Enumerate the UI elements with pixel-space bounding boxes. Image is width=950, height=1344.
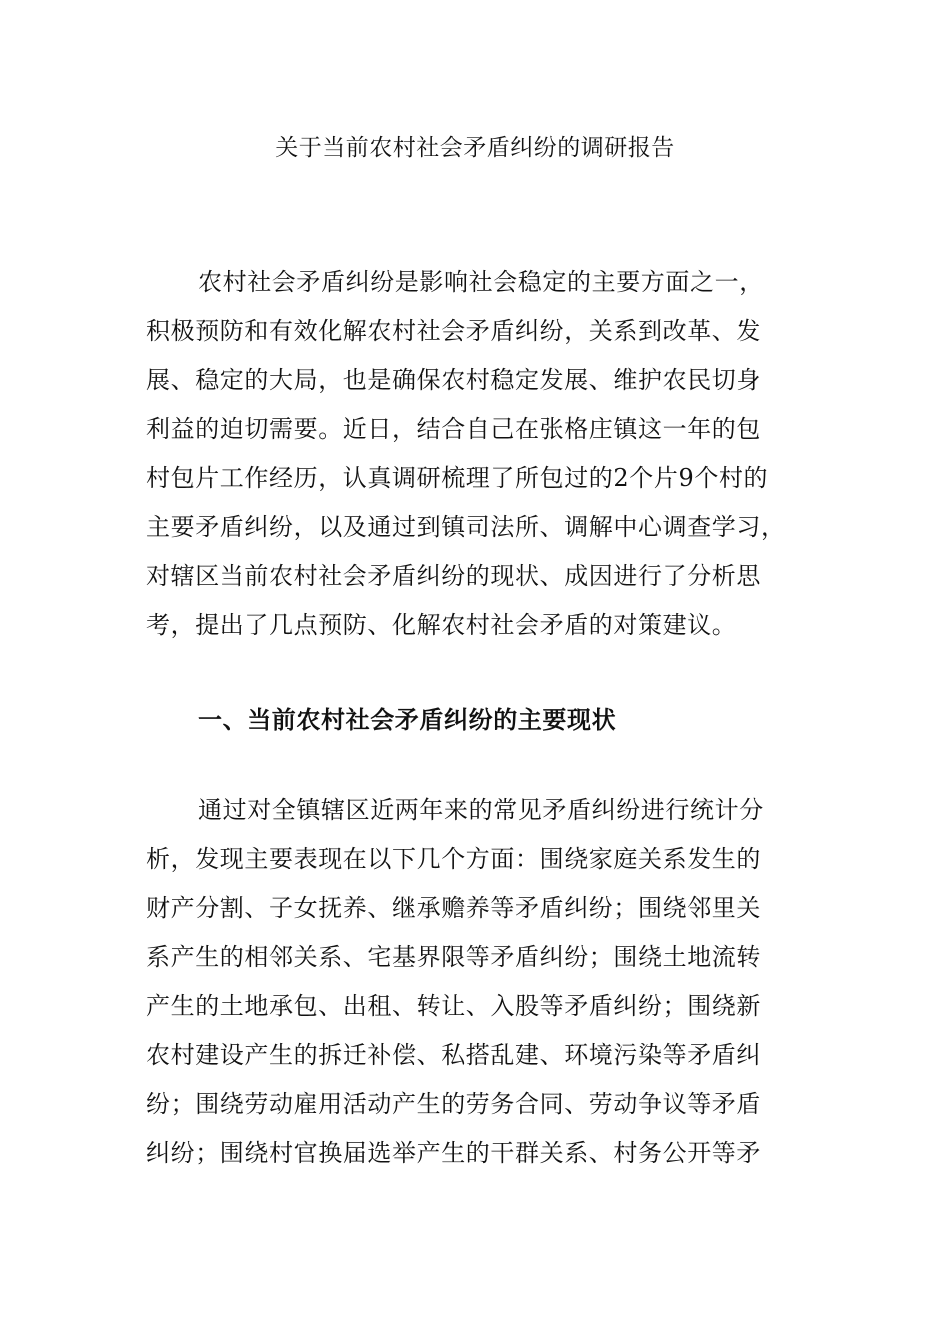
paragraph-line: 析，发现主要表现在以下几个方面：围绕家庭关系发生的: [146, 845, 761, 873]
paragraph-line: 系产生的相邻关系、宅基界限等矛盾纠纷；围绕土地流转: [146, 943, 761, 971]
paragraph-status: [146, 786, 810, 1178]
paragraph-line: 产生的土地承包、出租、转让、入股等矛盾纠纷；围绕新: [146, 992, 761, 1020]
paragraph-intro: [146, 258, 810, 650]
section-heading: 一、当前农村社会矛盾纠纷的主要现状: [198, 705, 617, 734]
paragraph-line: 对辖区当前农村社会矛盾纠纷的现状、成因进行了分析思: [146, 562, 761, 590]
paragraph-line: 主要矛盾纠纷，以及通过到镇司法所、调解中心调查学习，: [146, 513, 786, 541]
paragraph-line: 考，提出了几点预防、化解农村社会矛盾的对策建议。: [146, 611, 737, 639]
paragraph-line: 纷；围绕劳动雇用活动产生的劳务合同、劳动争议等矛盾: [146, 1090, 761, 1118]
paragraph-line: 积极预防和有效化解农村社会矛盾纠纷，关系到改革、发: [146, 317, 761, 345]
paragraph-line: 村包片工作经历，认真调研梳理了所包过的2个片9个村的: [146, 464, 769, 492]
paragraph-line: 展、稳定的大局，也是确保农村稳定发展、维护农民切身: [146, 366, 761, 394]
paragraph-line: 利益的迫切需要。近日，结合自己在张格庄镇这一年的包: [146, 415, 761, 443]
paragraph-line: 农村社会矛盾纠纷是影响社会稳定的主要方面之一，: [198, 268, 764, 296]
paragraph-line: 纠纷；围绕村官换届选举产生的干群关系、村务公开等矛: [146, 1139, 761, 1167]
document-title: 关于当前农村社会矛盾纠纷的调研报告: [275, 135, 675, 161]
paragraph-line: 财产分割、子女抚养、继承赡养等矛盾纠纷；围绕邻里关: [146, 894, 761, 922]
paragraph-line: 农村建设产生的拆迁补偿、私搭乱建、环境污染等矛盾纠: [146, 1041, 761, 1069]
paragraph-line: 通过对全镇辖区近两年来的常见矛盾纠纷进行统计分: [198, 796, 764, 824]
